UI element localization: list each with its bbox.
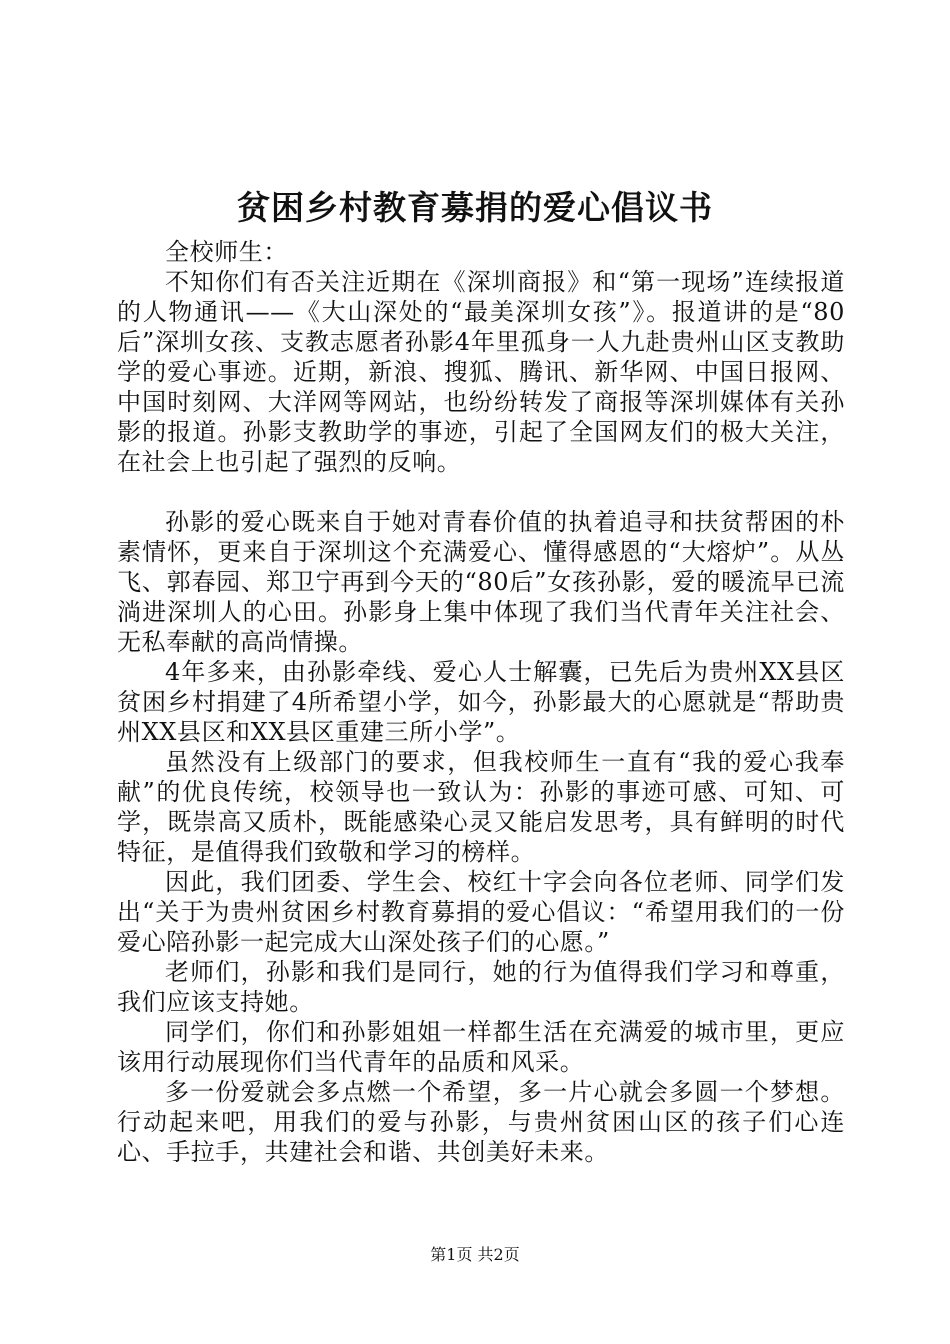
page-footer: 第1页 共2页 bbox=[430, 1245, 520, 1264]
paragraph-7: 同学们，你们和孙影姐姐一样都生活在充满爱的城市里，更应该用行动展现你们当代青年的品质和风采。 bbox=[117, 1018, 845, 1076]
paragraph-spacer bbox=[117, 477, 845, 507]
paragraph-6: 老师们，孙影和我们是同行，她的行为值得我们学习和尊重，我们应该支持她。 bbox=[117, 958, 845, 1016]
paragraph-5: 因此，我们团委、学生会、校红十字会向各位老师、同学们发出“关于为贵州贫困乡村教育募捐的爱心倡议：“希望用我们的一份爱心陪孙影一起完成大山深处孩子们的心愿。” bbox=[117, 868, 845, 956]
paragraph-1: 不知你们有否关注近期在《深圳商报》和“第一现场”连续报道的人物通讯——《大山深处的“最美深圳女孩”》。报道讲的是“80后”深圳女孩、支教志愿者孙影4年里孤身一人九赴贵州山区支教助学的爱心事迹。近期，新浪、搜狐、腾讯、新华网、中国日报网、中国时刻网、大洋网等网站，也纷纷转发了商报等深圳媒体有关孙影的报道。孙影支教助学的事迹，引起了全国网友们的极大关注，在社会上也引起了强烈的反响。 bbox=[117, 268, 845, 476]
paragraph-3: 4年多来，由孙影牵线、爱心人士解囊，已先后为贵州XX县区贫困乡村捐建了4所希望小学，如今，孙影最大的心愿就是“帮助贵州XX县区和XX县区重建三所小学”。 bbox=[117, 658, 845, 746]
paragraph-2: 孙影的爱心既来自于她对青春价值的执着追寻和扶贫帮困的朴素情怀，更来自于深圳这个充满爱心、懂得感恩的“大熔炉”。从丛飞、郭春园、郑卫宁再到今天的“80后”女孩孙影，爱的暖流早已流淌进深圳人的心田。孙影身上集中体现了我们当代青年关注社会、无私奉献的高尚情操。 bbox=[117, 508, 845, 656]
salutation: 全校师生： bbox=[165, 238, 288, 266]
paragraph-8: 多一份爱就会多点燃一个希望，多一片心就会多圆一个梦想。行动起来吧，用我们的爱与孙影，与贵州贫困山区的孩子们心连心、手拉手，共建社会和谐、共创美好未来。 bbox=[117, 1078, 845, 1166]
document-title: 贫困乡村教育募捐的爱心倡议书 bbox=[237, 188, 713, 227]
document-body bbox=[117, 237, 845, 1167]
paragraph-4: 虽然没有上级部门的要求，但我校师生一直有“我的爱心我奉献”的优良传统，校领导也一致认为：孙影的事迹可感、可知、可学，既崇高又质朴，既能感染心灵又能启发思考，具有鲜明的时代特征，是值得我们致敬和学习的榜样。 bbox=[117, 748, 845, 866]
